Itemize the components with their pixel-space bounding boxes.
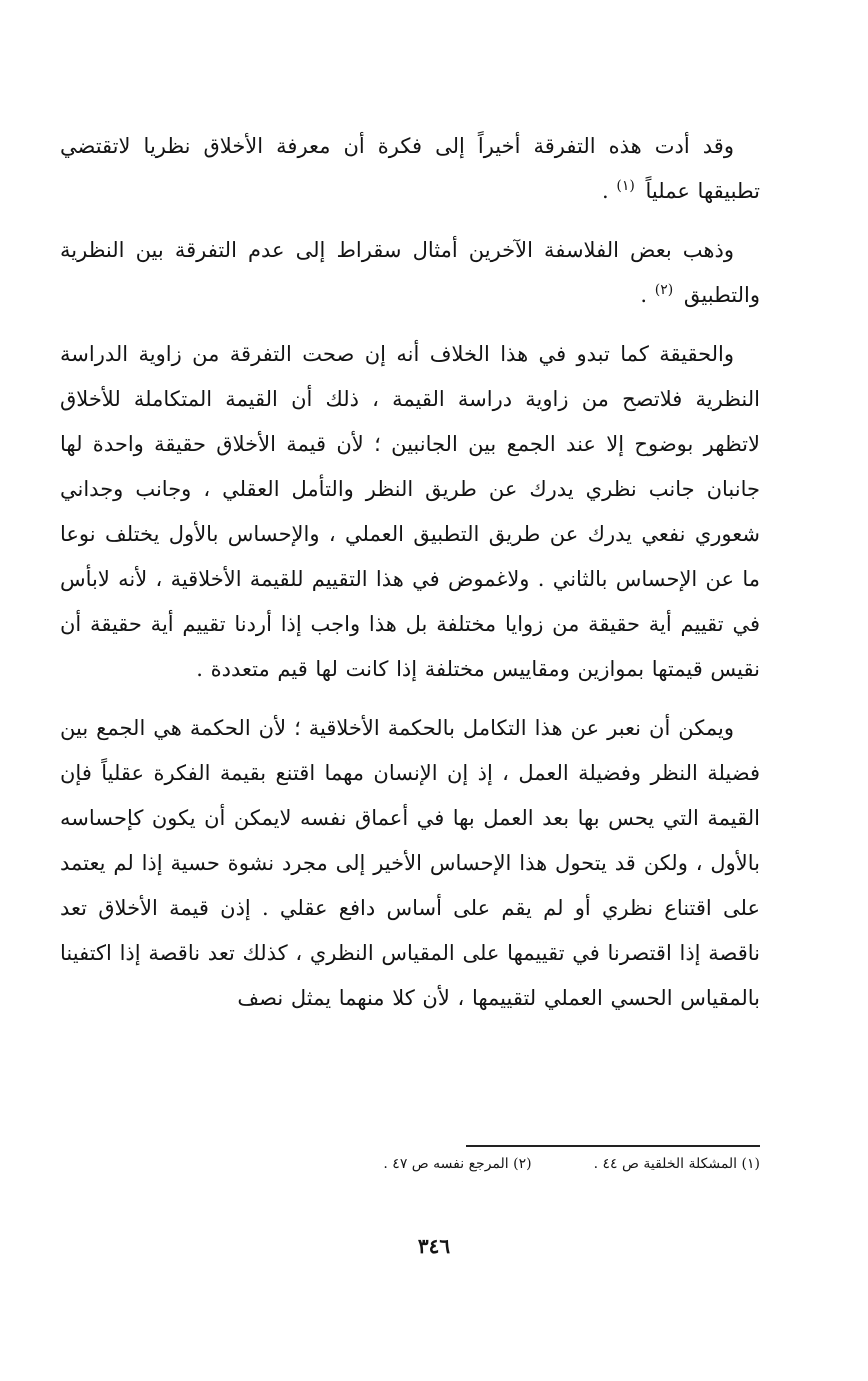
footnote-1: (١) المشكلة الخلقية ص ٤٤ . xyxy=(593,1156,760,1172)
paragraph-2 xyxy=(60,228,760,318)
footnote-divider xyxy=(466,1145,760,1147)
paragraph-4-text: ويمكن أن نعبر عن هذا التكامل بالحكمة الأخلاقية ؛ لأن الحكمة هي الجمع بين فضيلة النظر وفضيلة العمل ، إذ إن الإنسان مهما اقتنع بقيمة الفكرة عقلياً فإن القيمة التي يحس بها بعد العمل بها في أعماق نفسه لايمكن أن يكون كإحساسه بالأول ، ولكن قد يتحول هذا الإحساس الأخير إلى مجرد نشوة حسية إذا لم يعتمد على اقتناع نظري أو لم يقم على أساس دافع عقلي . إذن قيمة الأخلاق تعد ناقصة إذا اقتصرنا في تقييمها على المقياس النظري ، كذلك تعد ناقصة إذا اكتفينا بالمقياس الحسي العملي لتقييمها ، لأن كلا منهما يمثل نصف xyxy=(60,716,760,1010)
footnote-ref-1: (١) xyxy=(616,178,635,194)
paragraph-1-end: . xyxy=(602,179,617,203)
paragraph-4 xyxy=(60,706,760,1021)
paragraph-1-text: وقد أدت هذه التفرقة أخيراً إلى فكرة أن معرفة الأخلاق نظريا لاتقتضي تطبيقها عملياً xyxy=(60,134,760,203)
paragraph-3-text: والحقيقة كما تبدو في هذا الخلاف أنه إن صحت التفرقة من زاوية الدراسة النظرية فلاتصح من زاوية دراسة القيمة ، ذلك أن القيمة المتكاملة للأخلاق لاتظهر بوضوح إلا عند الجمع بين الجانبين ؛ لأن قيمة الأخلاق حقيقة واحدة لها جانبان جانب نظري يدرك عن طريق النظر والتأمل العقلي ، وجانب وجداني شعوري نفعي يدرك عن طريق التطبيق العملي ، والإحساس بالأول يختلف نوعا ما عن الإحساس بالثاني . ولاغموض في هذا التقييم للقيمة الأخلاقية ، لأنه لابأس في تقييم أية حقيقة من زوايا مختلفة بل هذا واجب إذا أردنا تقييم أية حقيقة أن نقيس قيمتها بموازين ومقاييس مختلفة إذا كانت لها قيم متعددة . xyxy=(60,342,760,681)
paragraph-2-end: . xyxy=(640,283,655,307)
main-text xyxy=(60,124,760,1021)
footnote-2: (٢) المرجع نفسه ص ٤٧ . xyxy=(383,1156,532,1172)
paragraph-1 xyxy=(60,124,760,214)
page-number: ٣٤٦ xyxy=(417,1234,451,1258)
footnotes xyxy=(260,1152,760,1176)
footnote-ref-2: (٢) xyxy=(654,282,674,298)
paragraph-2-text: وذهب بعض الفلاسفة الآخرين أمثال سقراط إلى عدم التفرقة بين النظرية والتطبيق xyxy=(60,238,760,307)
paragraph-3 xyxy=(60,332,760,692)
